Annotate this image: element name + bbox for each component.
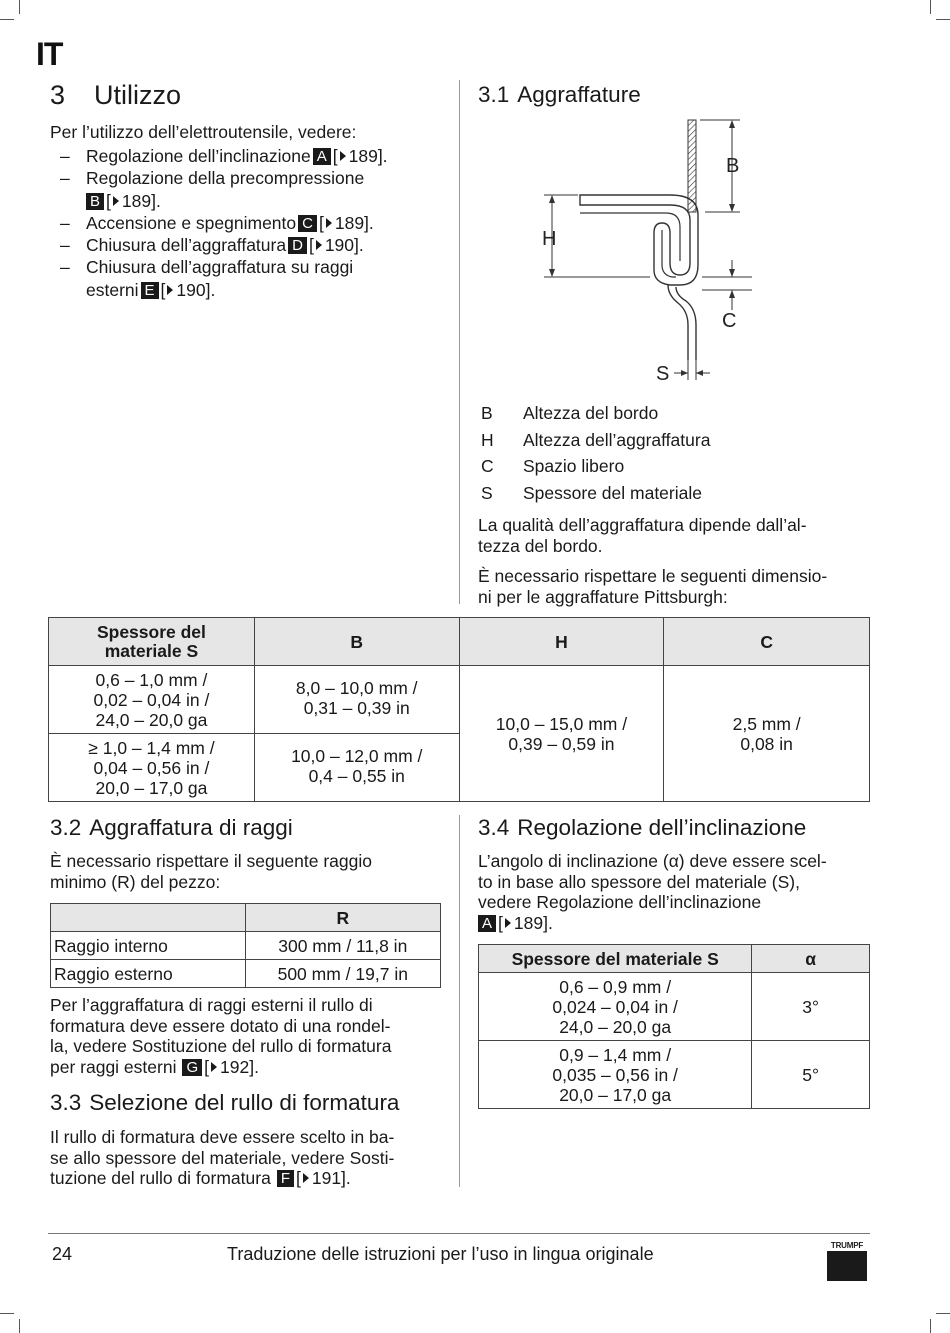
page-number: 24 [52, 1244, 73, 1264]
radius-intro: È necessario rispettare il seguente raggio minimo (R) del pezzo: [50, 851, 372, 892]
page-ref[interactable]: 192]. [220, 1056, 259, 1077]
table-cell: Raggio interno [51, 932, 246, 960]
seam-diagram [540, 115, 760, 385]
page-ref-icon [113, 196, 119, 206]
forming-roller-text: Il rullo di formatura deve essere scelto in ba- se allo spessore del materiale, vedere Sosti- tuzione del rullo di formatura F [ 191]. [50, 1127, 395, 1188]
page-ref-icon [326, 218, 332, 228]
table-cell: 3° [752, 973, 870, 1041]
ref-badge[interactable]: D [288, 237, 307, 254]
seam-dimensions-text: È necessario rispettare le seguenti dimensio- ni per le aggraffature Pittsburgh: [478, 566, 828, 607]
page-ref-icon [340, 151, 346, 161]
section-3-3-heading: 3.3 Selezione del rullo di formatura [50, 1090, 400, 1115]
table-cell: 0,6 – 1,0 mm / 0,02 – 0,04 in / 24,0 – 20,0 ga [49, 666, 255, 734]
footer-divider [48, 1233, 870, 1234]
list-item: – Regolazione della precompressione B [ 189]. [50, 167, 450, 212]
column-divider [459, 80, 460, 604]
label-s: S [656, 363, 670, 385]
diagram-legend [481, 403, 861, 509]
table-cell: 0,6 – 0,9 mm / 0,024 – 0,04 in / 24,0 – 20,0 ga [479, 973, 752, 1041]
logo-text: TRUMPF [830, 1241, 864, 1250]
radius-table [50, 903, 441, 988]
legend-row: S Spessore del materiale [481, 482, 702, 503]
outer-radius-text: Per l’aggraffatura di raggi esterni il rullo di formatura deve essere dotato di una rondel- la, vedere Sostituzione del rullo di formatura per raggi esterni G [ 192]. [50, 995, 392, 1077]
ref-badge[interactable]: A [478, 915, 496, 932]
table-cell: 2,5 mm / 0,08 in [664, 666, 870, 802]
legend-row: H Altezza dell’aggraffatura [481, 429, 711, 450]
table-header: R [245, 904, 440, 932]
page-ref-icon [211, 1062, 217, 1072]
ref-badge[interactable]: G [182, 1059, 202, 1076]
table-header: C [664, 618, 870, 666]
trumpf-logo [826, 1241, 868, 1281]
table-cell: 0,9 – 1,4 mm / 0,035 – 0,56 in / 20,0 – 17,0 ga [479, 1041, 752, 1109]
page-ref[interactable]: 189]. [348, 146, 388, 166]
section-title: Utilizzo [94, 80, 182, 110]
page-ref[interactable]: 189]. [513, 912, 553, 933]
crop-mark [19, 1319, 20, 1333]
table-header: Spessore del materiale S [49, 618, 255, 666]
column-divider [459, 815, 460, 1187]
table-header: Spessore del materiale S [479, 945, 752, 973]
list-item: – Accensione e spegnimento C [ 189]. [50, 212, 450, 234]
page-ref[interactable]: 190]. [324, 235, 364, 256]
ref-badge[interactable]: A [313, 148, 331, 165]
crop-mark [0, 19, 14, 20]
table-cell: 8,0 – 10,0 mm / 0,31 – 0,39 in [254, 666, 459, 734]
footer-text: Traduzione delle istruzioni per l’uso in lingua originale [227, 1244, 654, 1264]
label-h: H [542, 228, 557, 250]
list-item: – Chiusura dell’aggraffatura D [ 190]. [50, 234, 450, 256]
logo-block [827, 1251, 867, 1281]
ref-badge[interactable]: F [277, 1170, 294, 1187]
table-cell: Raggio esterno [51, 960, 246, 988]
table-header: B [254, 618, 459, 666]
table-cell: 500 mm / 19,7 in [245, 960, 440, 988]
ref-badge[interactable]: B [86, 193, 104, 210]
table-header [51, 904, 246, 932]
table-cell: 10,0 – 15,0 mm / 0,39 – 0,59 in [459, 666, 664, 802]
section-3-intro: Per l’utilizzo dell’elettroutensile, vedere: [50, 122, 357, 142]
page-ref[interactable]: 190]. [176, 279, 216, 300]
crop-mark [930, 1319, 931, 1333]
label-c: C [722, 310, 737, 332]
crop-mark [19, 0, 20, 14]
usage-list [50, 145, 450, 301]
table-cell: ≥ 1,0 – 1,4 mm / 0,04 – 0,56 in / 20,0 – 17,0 ga [49, 734, 255, 802]
crop-mark [930, 0, 931, 14]
table-cell: 10,0 – 12,0 mm / 0,4 – 0,55 in [254, 734, 459, 802]
page-ref-icon [303, 1173, 309, 1183]
page-ref[interactable]: 189]. [121, 190, 161, 211]
legend-row: B Altezza del bordo [481, 403, 659, 423]
page-ref[interactable]: 189]. [334, 212, 374, 233]
seam-quality-text: La qualità dell’aggraffatura dipende dall’al- tezza del bordo. [478, 515, 807, 556]
section-3-1-heading: 3.1 Aggraffature [478, 82, 641, 107]
list-item: – Regolazione dell’inclinazione A [ 189]. [50, 145, 450, 167]
ref-badge[interactable]: E [141, 282, 159, 299]
page-ref-icon [316, 240, 322, 250]
table-header: α [752, 945, 870, 973]
table-cell: 5° [752, 1041, 870, 1109]
section-3-4-heading: 3.4 Regolazione dell’inclinazione [478, 815, 807, 840]
section-3-2-heading: 3.2 Aggraffatura di raggi [50, 815, 293, 840]
inclination-text: L’angolo di inclinazione (α) deve essere scel- to in base allo spessore del materiale (S), vedere Regolazione dell’inclinazione A [ 189]. [478, 851, 827, 933]
legend-row: C Spazio libero [481, 456, 625, 477]
crop-mark [0, 1313, 14, 1314]
table-header: H [459, 618, 664, 666]
language-tag: IT [36, 36, 63, 72]
section-3-heading [50, 80, 181, 111]
crop-mark [936, 1313, 950, 1314]
label-b: B [726, 155, 740, 177]
inclination-table [478, 944, 870, 1109]
page-ref[interactable]: 191]. [311, 1168, 351, 1188]
list-item: – Chiusura dell’aggraffatura su raggi esterni E [ 190]. [50, 256, 390, 301]
page-ref-icon [167, 285, 173, 295]
crop-mark [936, 19, 950, 20]
seam-dimensions-table [48, 617, 870, 802]
table-cell: 300 mm / 11,8 in [245, 932, 440, 960]
section-number: 3 [50, 80, 66, 110]
page-ref-icon [505, 918, 511, 928]
ref-badge[interactable]: C [298, 215, 317, 232]
